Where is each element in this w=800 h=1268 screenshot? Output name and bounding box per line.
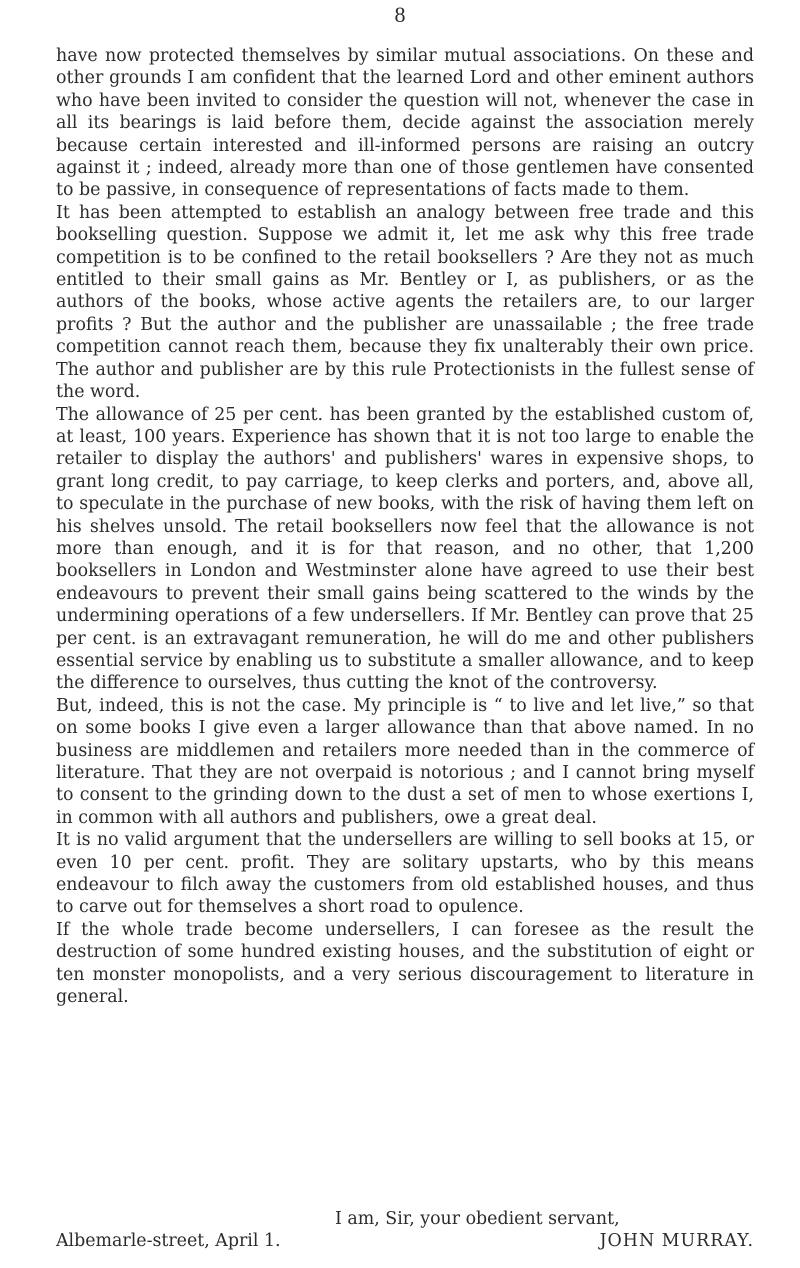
paragraph: It is no valid argument that the undersellers are willing to sell books at 15, or even 10 per cent. profit. They are solitary upstarts, who by this means endeavour to filch away the customers from old established houses, and thus to carve out for themselves a short road to opulence. [56,830,754,918]
letter-body [56,45,754,1008]
closing-salutation: I am, Sir, your obedient servant, [335,1209,620,1229]
paragraph: It has been attempted to establish an analogy between free trade and this bookselling question. Suppose we admit it, let me ask why this free trade competition is to be confined to the retail booksellers ? Are they not as much entitled to their small gains as Mr. Bentley or I, as publishers, or as the authors of the books, whose active agents the retailers are, to our larger profits ? But the author and the publisher are unassailable ; the free trade competition cannot reach them, because they fix unalterably their own price. The author and publisher are by this rule Protectionists in the fullest sense of the word. [56,202,754,403]
page-number: 8 [394,2,406,27]
paragraph: But, indeed, this is not the case. My principle is “ to live and let live,” so that on some books I give even a larger allowance than that above named. In no business are middlemen and retailers more needed than in the commerce of literature. That they are not overpaid is notorious ; and I cannot bring myself to consent to the grinding down to the dust a set of men to whose exertions I, in common with all authors and publishers, owe a great deal. [56,695,754,828]
sender-address: Albemarle-street, April 1. [56,1231,281,1251]
paragraph: have now protected themselves by similar mutual associations. On these and other grounds I am confident that the learned Lord and other eminent authors who have been invited to consider the question will not, whenever the case in all its bearings is laid before them, decide against the association merely because certain interested and ill-informed persons are raising an outcry against it ; indeed, already more than one of those gentlemen have consented to be passive, in consequence of representations of facts made to them. [56,46,754,201]
signature: JOHN MURRAY. [599,1231,754,1251]
paragraph: The allowance of 25 per cent. has been granted by the established custom of, at least, 100 years. Experience has shown that it is not too large to enable the retailer to display the authors' and publishers' wares in expensive shops, to grant long credit, to pay carriage, to keep clerks and porters, and, above all, to speculate in the purchase of new books, with the risk of having them left on his shelves unsold. The retail booksellers now feel that the allowance is not more than enough, and it is for that reason, and no other, that 1,200 booksellers in London and Westminster alone have agreed to use their best endeavours to prevent their small gains being scattered to the winds by the undermining operations of a few undersellers. If Mr. Bentley can prove that 25 per cent. is an extravagant remuneration, he will do me and other publishers essential service by enabling us to substitute a smaller allowance, and to keep the difference to ourselves, thus cutting the knot of the controversy. [56,404,754,694]
paragraph: If the whole trade become undersellers, I can foresee as the result the destruction of some hundred existing houses, and the substitution of eight or ten monster monopolists, and a very serious discouragement to literature in general. [56,919,754,1008]
